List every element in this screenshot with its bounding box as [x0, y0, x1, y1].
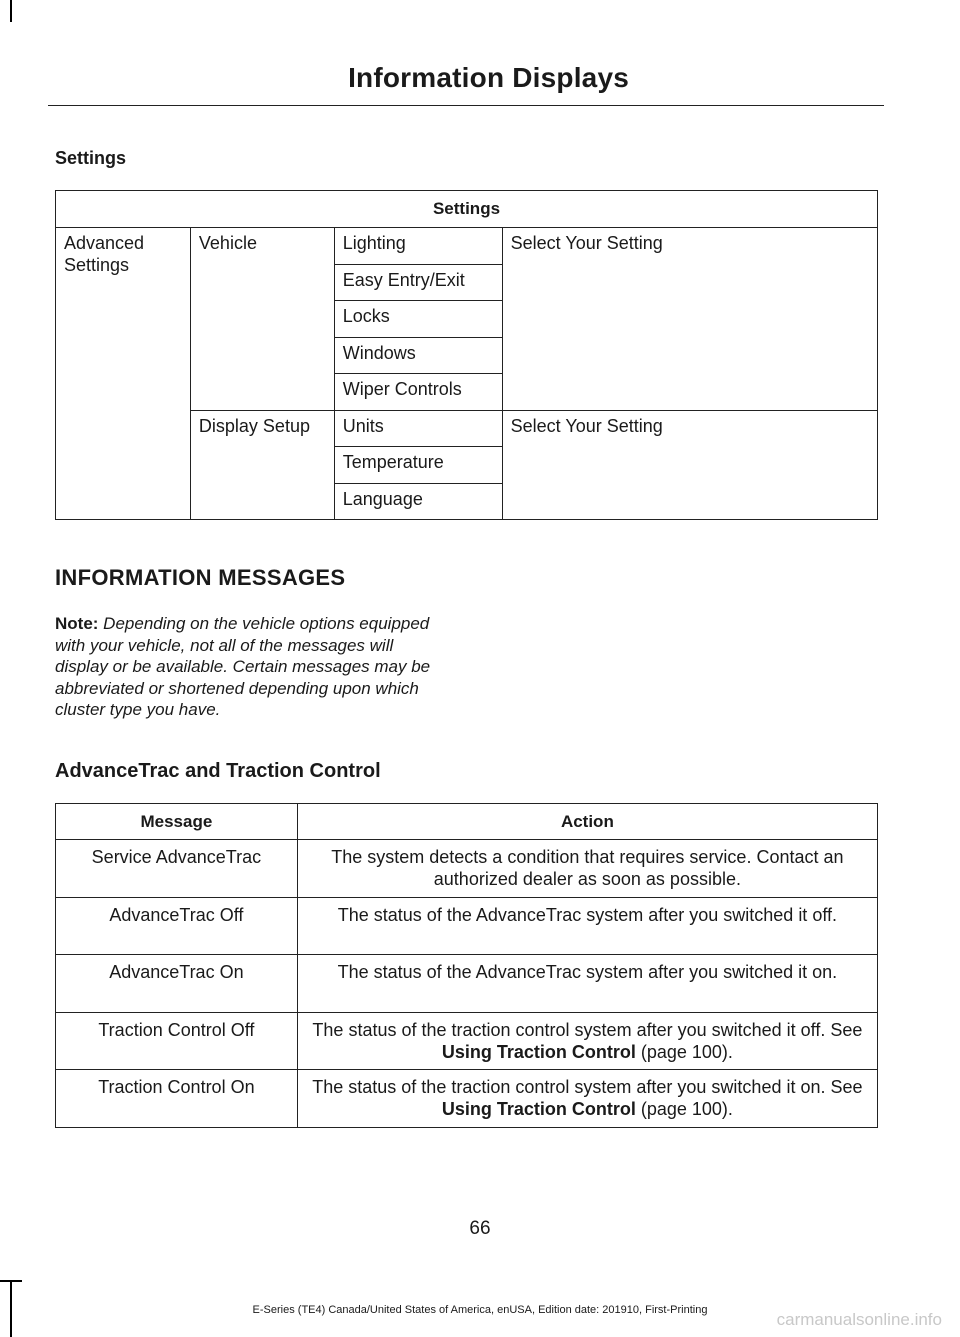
message-cell: AdvanceTrac Off — [56, 897, 298, 955]
crop-mark — [0, 1280, 22, 1282]
column-header-action: Action — [297, 804, 877, 840]
message-cell: Traction Control Off — [56, 1012, 298, 1070]
table-row — [56, 897, 878, 955]
advancetrac-table — [55, 803, 878, 1128]
table-row — [56, 955, 878, 1013]
setting-item: Temperature — [334, 447, 502, 484]
action-cell — [297, 1012, 877, 1070]
setting-item: Wiper Controls — [334, 374, 502, 411]
setting-item: Locks — [334, 301, 502, 338]
action-cell: The status of the AdvanceTrac system after you switched it off. — [297, 897, 877, 955]
message-cell: Traction Control On — [56, 1070, 298, 1128]
settings-section-label: Settings — [55, 148, 127, 168]
action-text: The status of the traction control system after you switched it off. See — [312, 1019, 863, 1040]
table-row — [56, 1012, 878, 1070]
page-number: 66 — [469, 1218, 491, 1239]
page-title: Information Displays — [348, 62, 629, 93]
category-display-setup: Display Setup — [190, 410, 334, 520]
page-reference: (page 100). — [635, 1041, 733, 1062]
table-row — [56, 1070, 878, 1128]
watermark: carmanualsonline.info — [776, 1310, 942, 1329]
setting-item: Language — [334, 483, 502, 520]
setting-item: Windows — [334, 337, 502, 374]
action-text: The status of the traction control system after you switched it on. See — [312, 1077, 863, 1097]
setting-item: Lighting — [334, 228, 502, 265]
action-cell — [297, 1070, 877, 1128]
page-reference: (page 100). — [635, 1099, 733, 1119]
setting-action: Select Your Setting — [502, 228, 877, 411]
message-cell: AdvanceTrac On — [56, 955, 298, 1013]
action-cell: The system detects a condition that requires service. Contact an authorized dealer as soon as possible. — [297, 840, 877, 898]
advancetrac-heading: AdvanceTrac and Traction Control — [55, 760, 381, 782]
column-header-message: Message — [56, 804, 298, 840]
information-messages-heading: INFORMATION MESSAGES — [55, 565, 346, 590]
crop-mark — [10, 0, 12, 22]
advanced-settings-cell: Advanced Settings — [56, 228, 191, 520]
setting-item: Units — [334, 410, 502, 447]
setting-action: Select Your Setting — [502, 410, 877, 520]
settings-table-title: Settings — [56, 191, 878, 228]
note-paragraph — [55, 613, 435, 721]
setting-item: Easy Entry/Exit — [334, 264, 502, 301]
action-cell: The status of the AdvanceTrac system after you switched it on. — [297, 955, 877, 1013]
note-label: Note: — [55, 614, 99, 633]
page-header — [48, 58, 884, 106]
footer-text: E-Series (TE4) Canada/United States of America, enUSA, Edition date: 201910, First-Printing — [252, 1304, 708, 1316]
cross-reference-link[interactable]: Using Traction Control — [441, 1041, 636, 1062]
note-text: Depending on the vehicle options equipped with your vehicle, not all of the messages will display or be available. Certain messages may be abbreviated or shortened depending upon which cluster type you have. — [55, 614, 431, 719]
table-row — [56, 840, 878, 898]
settings-table — [55, 190, 878, 520]
cross-reference-link[interactable]: Using Traction Control — [441, 1099, 636, 1119]
category-vehicle: Vehicle — [190, 228, 334, 411]
message-cell: Service AdvanceTrac — [56, 840, 298, 898]
